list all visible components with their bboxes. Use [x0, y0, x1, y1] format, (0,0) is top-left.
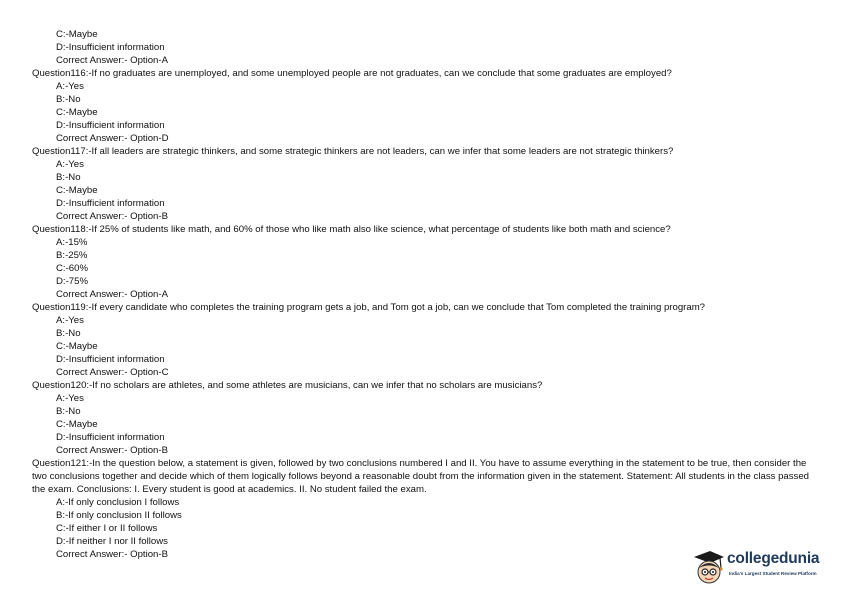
answer-option: D:-Insufficient information: [56, 432, 165, 443]
answer-option: B:-No: [56, 94, 81, 105]
correct-answer: Correct Answer:- Option-A: [56, 55, 168, 66]
answer-option: C:-Maybe: [56, 107, 98, 118]
answer-option: D:-If neither I nor II follows: [56, 536, 168, 547]
question-text: Question116:-If no graduates are unemployed, and some unemployed people are not graduates, can we conclude that some graduates are employed?: [32, 68, 672, 79]
answer-option: C:-Maybe: [56, 29, 98, 40]
question-text: Question120:-If no scholars are athletes, and some athletes are musicians, can we infer that no scholars are musicians?: [32, 380, 543, 391]
graduate-mascot-icon: [690, 548, 726, 588]
question-text: Question121:-In the question below, a statement is given, followed by two conclusions numbered I and II. You have to assume everything in the statement to be true, then consider the two conclusions together and decide which of them logically follows beyond a reasonable doubt from the information given in the statement. Statement: All students in the class passed the exam. Conclusions: I. Every student is good at academics. II. No student failed the exam.: [32, 458, 810, 495]
question-text: Question118:-If 25% of students like math, and 60% of those who like math also like science, what percentage of students like both math and science?: [32, 224, 671, 235]
answer-option: A:-15%: [56, 237, 88, 248]
question-text: Question117:-If all leaders are strategic thinkers, and some strategic thinkers are not leaders, can we infer that some leaders are not strategic thinkers?: [32, 146, 674, 157]
answer-option: B:-No: [56, 328, 81, 339]
answer-option: A:-Yes: [56, 159, 84, 170]
answer-option: C:-If either I or II follows: [56, 523, 158, 534]
correct-answer: Correct Answer:- Option-B: [56, 445, 168, 456]
brand-name: collegedunia: [727, 550, 820, 567]
document-body: [0, 28, 842, 561]
question-text: Question119:-If every candidate who completes the training program gets a job, and Tom got a job, can we conclude that Tom completed the training program?: [32, 302, 706, 313]
answer-option: C:-Maybe: [56, 341, 98, 352]
brand-logo: [690, 546, 840, 590]
answer-option: A:-Yes: [56, 315, 84, 326]
answer-option: B:-No: [56, 406, 81, 417]
answer-option: D:-Insufficient information: [56, 354, 165, 365]
answer-option: D:-Insufficient information: [56, 120, 165, 131]
answer-option: B:-25%: [56, 250, 88, 261]
answer-option: D:-Insufficient information: [56, 198, 165, 209]
brand-tagline: India's Largest Student Review Platform: [729, 571, 817, 576]
answer-option: A:-Yes: [56, 393, 84, 404]
answer-option: A:-Yes: [56, 81, 84, 92]
answer-option: C:-Maybe: [56, 185, 98, 196]
answer-option: C:-60%: [56, 263, 88, 274]
correct-answer: Correct Answer:- Option-A: [56, 289, 168, 300]
correct-answer: Correct Answer:- Option-D: [56, 133, 169, 144]
answer-option: B:-No: [56, 172, 81, 183]
answer-option: D:-75%: [56, 276, 88, 287]
answer-option: C:-Maybe: [56, 419, 98, 430]
correct-answer: Correct Answer:- Option-C: [56, 367, 169, 378]
answer-option: D:-Insufficient information: [56, 42, 165, 53]
correct-answer: Correct Answer:- Option-B: [56, 549, 168, 560]
answer-option: B:-If only conclusion II follows: [56, 510, 182, 521]
correct-answer: Correct Answer:- Option-B: [56, 211, 168, 222]
answer-option: A:-If only conclusion I follows: [56, 497, 180, 508]
